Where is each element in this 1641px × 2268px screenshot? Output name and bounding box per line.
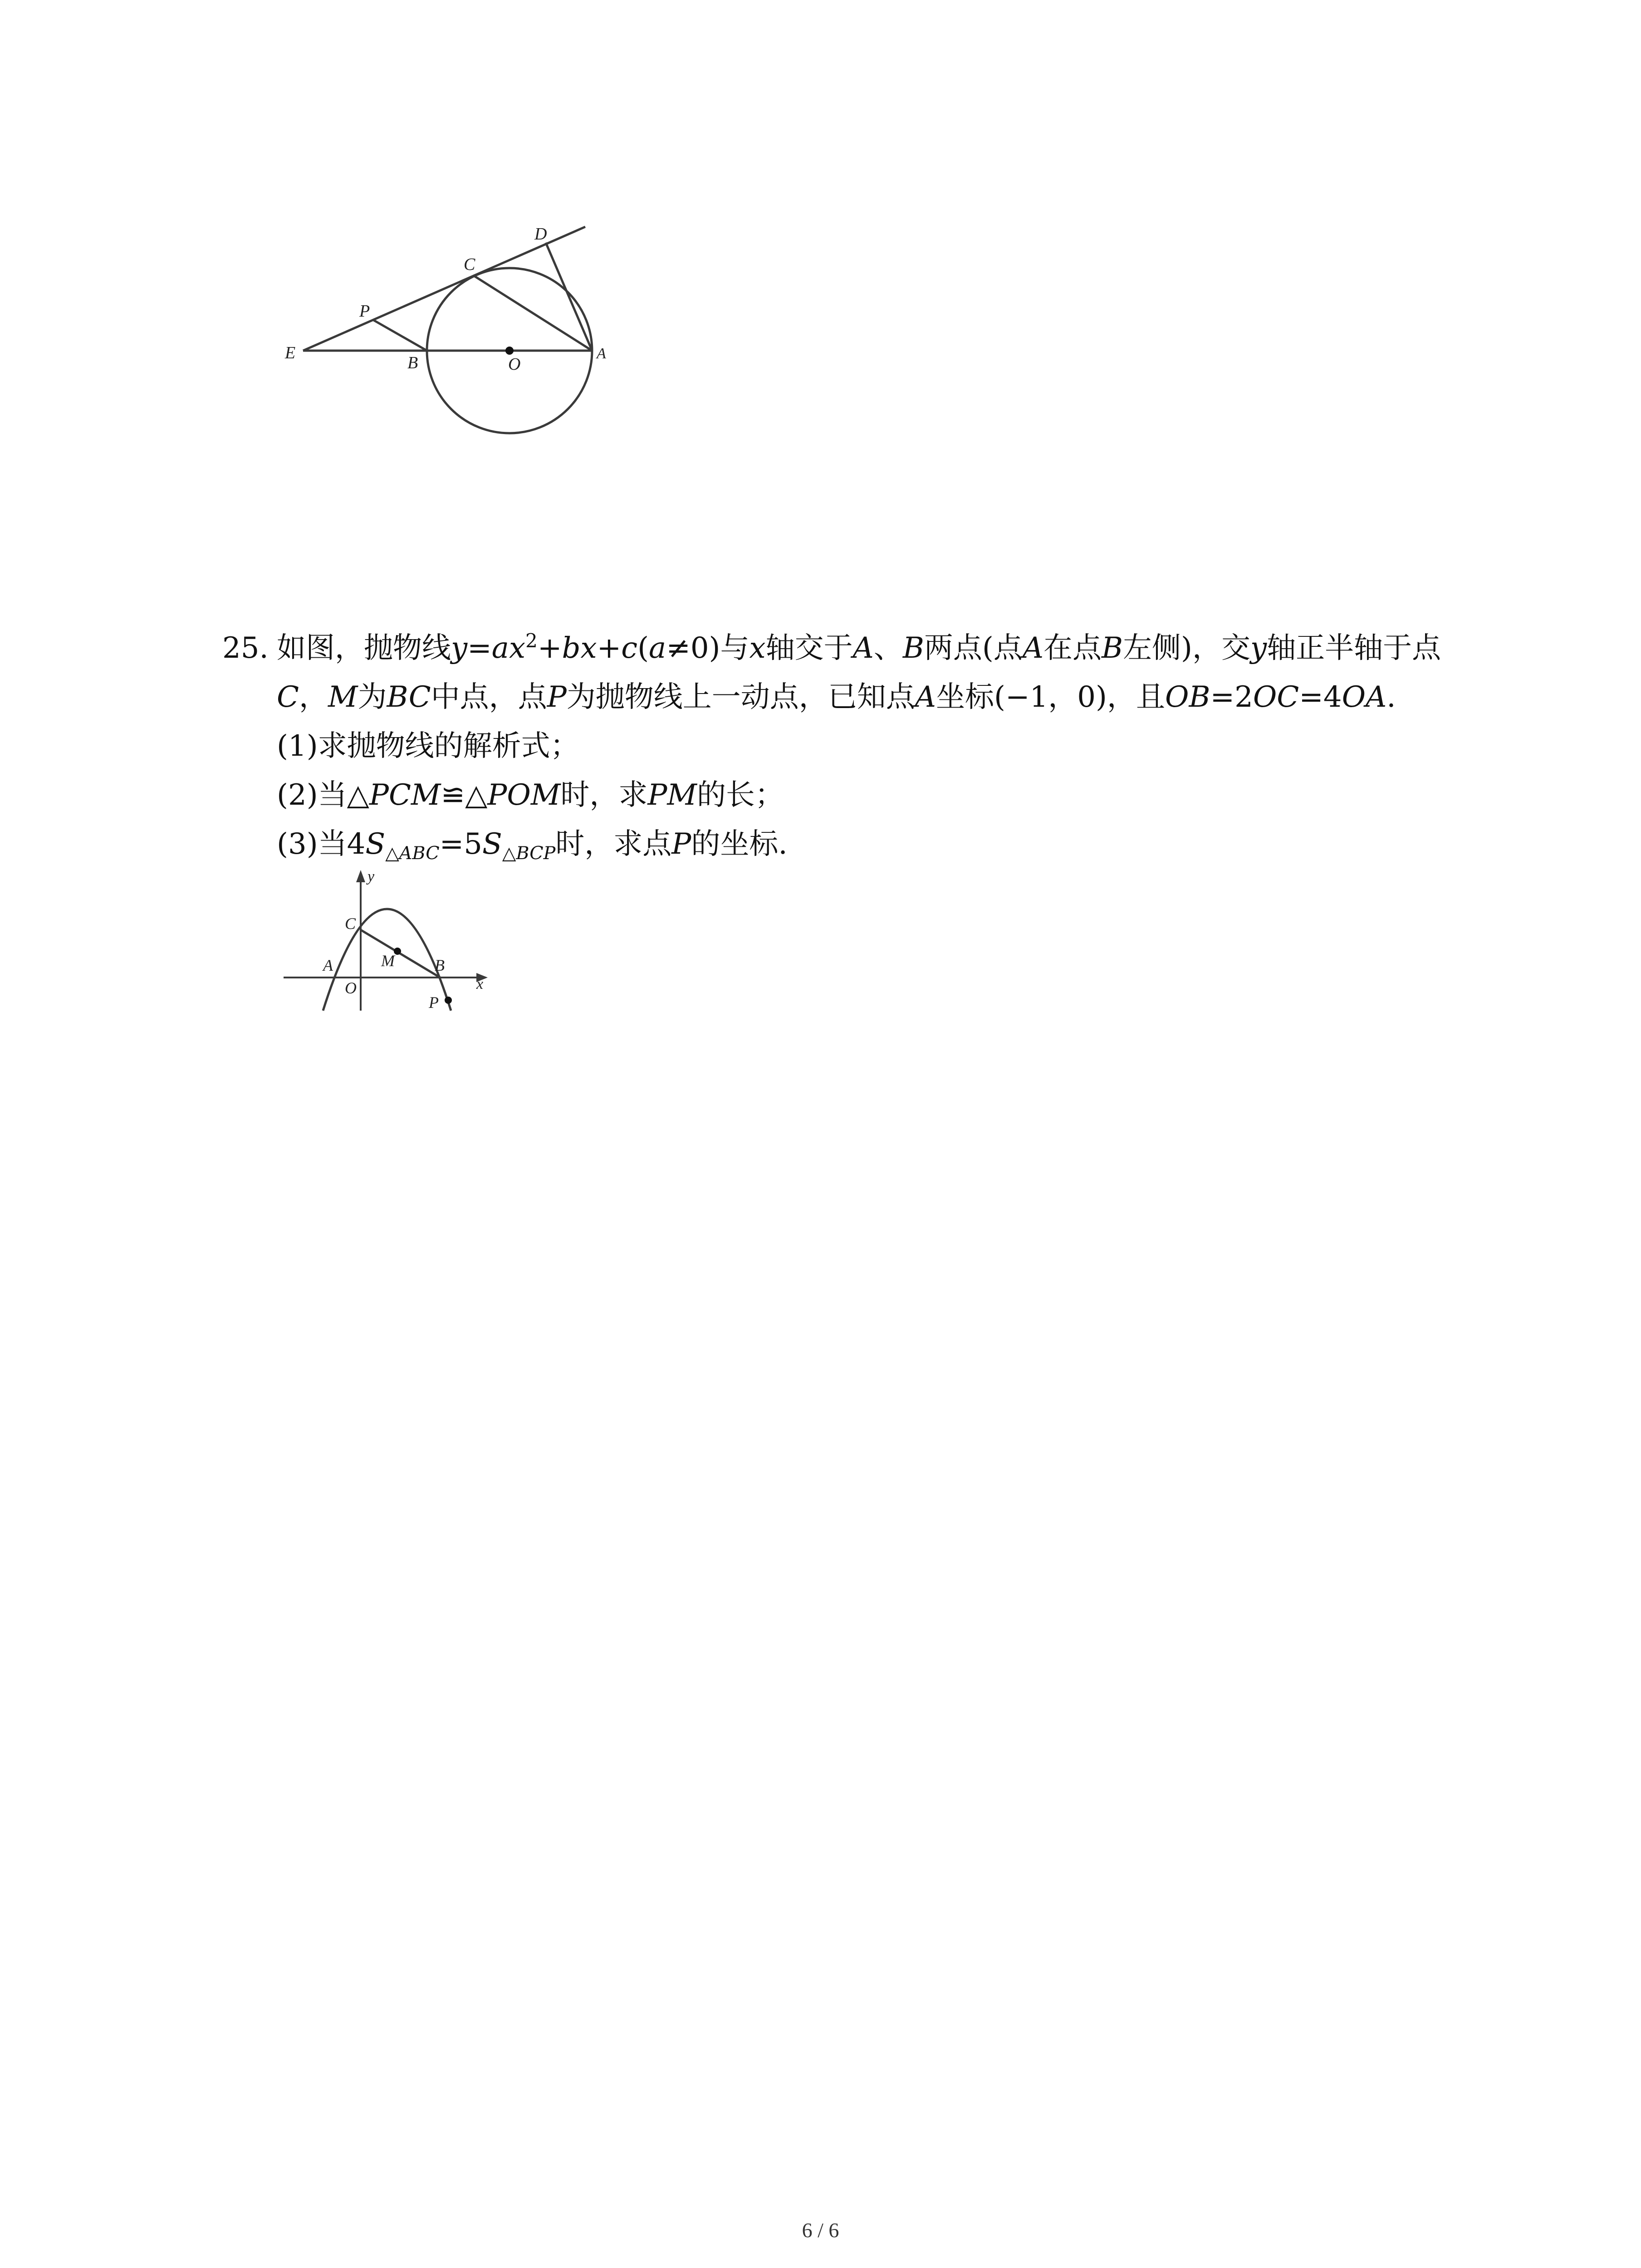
text: 为 xyxy=(358,680,387,714)
label-b: B xyxy=(407,353,418,372)
var: A xyxy=(852,631,874,665)
y-axis-arrow xyxy=(356,870,365,882)
text: 与 xyxy=(720,631,749,665)
text: = xyxy=(467,631,492,665)
label-m: M xyxy=(381,952,395,970)
label-x: x xyxy=(476,976,484,992)
text: 的长； xyxy=(696,778,784,812)
tangent-line xyxy=(303,227,585,351)
label-p: P xyxy=(429,993,439,1012)
text: =2 xyxy=(1210,680,1253,714)
var: y xyxy=(1250,631,1267,665)
text: 在点 xyxy=(1043,631,1102,665)
text: . xyxy=(1386,680,1396,714)
text: ≠0) xyxy=(666,631,720,665)
var: S xyxy=(365,827,386,861)
point-p xyxy=(445,997,452,1004)
problem-number: 25. xyxy=(222,631,269,665)
text: 、 xyxy=(873,631,903,665)
question-3 xyxy=(222,820,1438,869)
subscript: △ABC xyxy=(385,842,440,864)
var: x xyxy=(749,631,766,665)
exponent: 2 xyxy=(525,629,538,652)
label-o: O xyxy=(508,355,521,374)
label-b: B xyxy=(435,956,445,974)
var: B xyxy=(902,631,924,665)
text: 的坐标. xyxy=(691,827,788,861)
text: (3)当4 xyxy=(277,827,366,861)
segment-pb xyxy=(373,320,427,351)
problem-25 xyxy=(222,624,1441,869)
label-a: A xyxy=(597,345,606,362)
text: (1)求抛物线的解析式； xyxy=(277,729,579,763)
question-1 xyxy=(222,722,1438,771)
var: OB xyxy=(1165,680,1210,714)
var: PM xyxy=(647,778,697,812)
page-number: 6 / 6 xyxy=(802,2219,839,2242)
text: =4 xyxy=(1299,680,1342,714)
var: OC xyxy=(1253,680,1299,714)
label-e: E xyxy=(285,343,296,362)
text: 为抛物线上一动点，已知点 xyxy=(566,680,915,714)
text: =5 xyxy=(439,827,482,861)
label-a: A xyxy=(323,956,333,974)
label-o: O xyxy=(345,979,357,997)
var: P xyxy=(671,827,691,861)
var: OA xyxy=(1342,680,1387,714)
text: ≌△ xyxy=(441,778,488,812)
var: A xyxy=(1022,631,1044,665)
text: 轴交于 xyxy=(765,631,853,665)
var: A xyxy=(915,680,936,714)
var: y xyxy=(451,631,468,665)
text: (2)当△ xyxy=(277,778,369,812)
var: a xyxy=(649,631,666,665)
text: ( xyxy=(637,631,649,665)
var: POM xyxy=(487,778,561,812)
var: a xyxy=(491,631,509,665)
label-d: D xyxy=(534,225,547,244)
label-c: C xyxy=(464,255,475,274)
var: C xyxy=(277,680,299,714)
parabola-figure xyxy=(277,864,499,1018)
text: ， xyxy=(299,680,328,714)
text: + xyxy=(597,631,622,665)
problem-line-2 xyxy=(222,673,1438,722)
var: B xyxy=(1102,631,1123,665)
segment-cb xyxy=(361,930,440,978)
text: 轴正半轴于点 xyxy=(1267,631,1441,665)
label-c: C xyxy=(345,914,356,933)
var: PCM xyxy=(369,778,441,812)
var: P xyxy=(547,680,567,714)
subscript: △BCP xyxy=(502,842,556,864)
segment-ac xyxy=(473,275,592,351)
text: 坐标(−1，0)，且 xyxy=(936,680,1165,714)
question-2 xyxy=(222,771,1438,820)
segment-ad xyxy=(546,243,592,351)
var: bx xyxy=(562,631,597,665)
var: c xyxy=(621,631,638,665)
var: x xyxy=(509,631,526,665)
var: S xyxy=(482,827,502,861)
point-m xyxy=(394,948,401,955)
text: 如图，抛物线 xyxy=(277,631,451,665)
label-y: y xyxy=(367,868,375,885)
center-point xyxy=(505,347,514,355)
text: 中点，点 xyxy=(431,680,547,714)
label-p: P xyxy=(359,302,370,321)
text: 左侧)，交 xyxy=(1123,631,1251,665)
var: M xyxy=(328,680,358,714)
text: 两点(点 xyxy=(924,631,1023,665)
geometry-figure-circle xyxy=(263,213,653,449)
text: 时，求点 xyxy=(555,827,672,861)
text: + xyxy=(537,631,562,665)
var: BC xyxy=(387,680,431,714)
text: 时，求 xyxy=(560,778,648,812)
problem-line-1 xyxy=(222,624,1441,673)
